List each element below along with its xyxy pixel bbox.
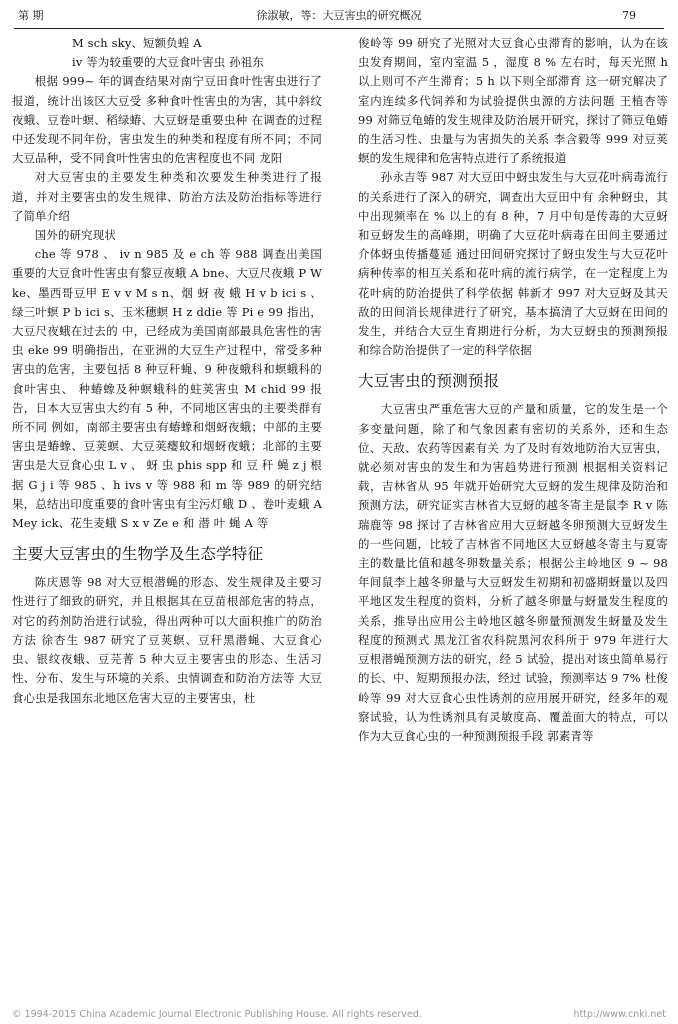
section-heading-forecast: 大豆害虫的预测预报 (358, 372, 500, 391)
copyright-notice: © 1994-2015 China Academic Journal Electronic Publishing House. All rights reserved. (12, 1009, 422, 1020)
left-paragraph: 陈庆恩等 98 对大豆根潜蝇的形态、发生规律及主要习性进行了细致的研究，并且根据其在豆苗根部危害的特点，对它的药剂防治进行试验，得出两种可以大面积推广的防治方法 徐杏生 987 研究了豆荚螟、豆秆黑潜蝇、大豆食心虫、银纹夜蛾、豆芫菁 5 种大豆主要害虫的形态、生活习性、分布、发生与环境的关系、虫情调查和防治方法等 大豆食心虫是我国东北地区危害大豆的主要害虫，杜 (12, 575, 322, 705)
left-paragraph: 根据 999~ 年的调查结果对南宁豆田食叶性害虫进行了报道，统计出该区大豆受 多种食叶性害虫的为害，其中斜纹夜蛾、豆卷叶螟、稻绿蝽、大豆蚜是重要虫种 在调查的过程中还发现不同年份，害虫发生的种类和程度有所不同；不同大豆品种，受不同食叶性害虫的危害程度也不同 龙阳 (12, 74, 322, 166)
left-paragraph: iv 等为较重要的大豆食叶害虫 孙祖东 (72, 55, 264, 70)
right-paragraph: 大豆害虫严重危害大豆的产量和质量，它的发生是一个多变量问题，除了和气象因素有密切的关系外，还和生态位、天敌、农药等因素有关 为了及时有效地防治大豆害虫，就必须对害虫的发生和为害趋势进行预测 根据相关资料记载，吉林省从 95 年就开始研究大豆蚜的发生规律及防治和预测方法，研究证实吉林省大豆蚜的越冬寄主是鼠李 R v 陈瑞鹿等 98 探讨了吉林省应用大豆蚜越冬卵预测大豆蚜发生的一些问题，比较了吉林省不同地区大豆蚜越冬寄主与夏寄主的数量比值和越冬卵数量关系；根据公主岭地区 9 ~ 98 年间鼠李上越冬卵量与大豆蚜发生初期和初盛期蚜量以及四平地区发生程度的资料，分析了越冬卵量与蚜量发生程度的关系，推导出应用公主岭地区越冬卵量预测发生蚜量及发生程度的预测式 黑龙江省农科院黑河农科所于 979 年进行大豆根潜蝇预测方法的研究，经 5 试验，提出对该虫简单易行的长、中、短期预报办法，经过 试验，预测率达 9 7% 杜俊岭等 99 对大豆食心虫性诱剂的应用展开研究，经多年的观察试验，认为性诱剂具有灵敏度高、覆盖面大的特点，可以作为大豆食心虫的一种预测预报手段 郭素青等 (358, 402, 668, 743)
left-paragraph: M sch sky、短额负蝗 A (72, 36, 202, 50)
right-column (358, 34, 668, 746)
right-paragraph: 俊岭等 99 研究了光照对大豆食心虫滞育的影响，认为在该虫发育期间，室内室温 5 ，湿度 8 % 左右时，每天光照 h 以上则可不产生滞育；5 h 以下则全部滞育 这一研究解决了室内连续多代饲养和为试验提供虫源的方法问题 王植杏等 99 对筛豆龟蝽的发生规律及防治展开研究，探讨了筛豆龟蝽的生活习性、虫量与为害损失的关系 李含毅等 999 对豆荚螟的发生规律和危害特点进行了系统报道 (358, 36, 668, 166)
cnki-link[interactable]: http://www.cnki.net (573, 1009, 666, 1020)
page-header (14, 6, 664, 29)
right-paragraph: 孙永吉等 987 对大豆田中蚜虫发生与大豆花叶病毒流行的关系进行了深入的研究，调查出大豆田中有 余种蚜虫，其中出现频率在 % 以上的有 8 种，7 月中旬是传毒的大豆蚜和豆蚜发生的高峰期，明确了大豆花叶病毒在田间主要通过介体蚜虫传播蔓延 通过田间研究探讨了蚜虫发生与大豆花叶病种传率的相互关系和花叶病的流行病学，在一定程度上为花叶病的防治提供了科学依据 韩新才 997 对大豆蚜及其天敌的田间消长规律进行了研究，基本搞清了大豆蚜在田间的发生，并结合大豆生育期进行分析，为大豆蚜虫的预测预报和综合防治提供了一定的科学依据 (358, 170, 668, 358)
left-paragraph: che 等 978 、 iv n 985 及 e ch 等 988 调查出美国重要的大豆食叶性害虫有黎豆夜蛾 A bne、大豆尺夜蛾 P W ke、墨西哥豆甲 E v v M s n、烟 蚜 夜 蛾 H v b ici s 、绿三叶螟 P b ici s、玉米穗螟 H z ddie 等 Pi e 99 指出，大豆尺夜蛾在过去的 中，已经成为美国南部最具危害性的害虫 eke 99 明确指出，在亚洲的大豆生产过程中，常受多种害虫的危害，主要包括 8 种豆秆蝇、9 种夜蛾科和螟蛾科的食叶害虫、 种蝽蟓及种螟蛾科的蛀荚害虫 M chid 99 报告，日本大豆害虫大约有 5 种，不同地区害虫的主要类群有所不同 例如，南部主要害虫有蝽蟓和烟蚜夜蛾；中部的主要害虫是蝽蟓、豆荚螟、大豆荚瘿蚊和烟蚜夜蛾；北部的主要害虫是大豆食心虫 L v 、 蚜 虫 phis spp 和 豆 秆 蝇 z j 根 据 G j i 等 985 、h ivs v 等 988 和 m 等 989 的研究结果，总结出印度重要的食叶害虫有尘污灯蛾 D 、卷叶麦蛾 A Mey ick、花生麦蛾 S x v Ze e 和 潜 叶 蝇 A 等 (12, 247, 322, 531)
left-subheading: 国外的研究现状 (34, 228, 116, 243)
page-footer (12, 1009, 666, 1020)
journal-issue-label: 第 期 (18, 9, 44, 22)
left-paragraph: 对大豆害虫的主要发生种类和次要发生种类进行了报道，并对主要害虫的发生规律、防治方法及防治指标等进行了简单介绍 (12, 170, 322, 223)
running-title: 徐淑敏，等：大豆害虫的研究概况 (256, 9, 422, 22)
left-column (12, 34, 322, 708)
page-number: 79 (622, 9, 636, 22)
section-heading-biology: 主要大豆害虫的生物学及生态学特征 (12, 545, 264, 564)
